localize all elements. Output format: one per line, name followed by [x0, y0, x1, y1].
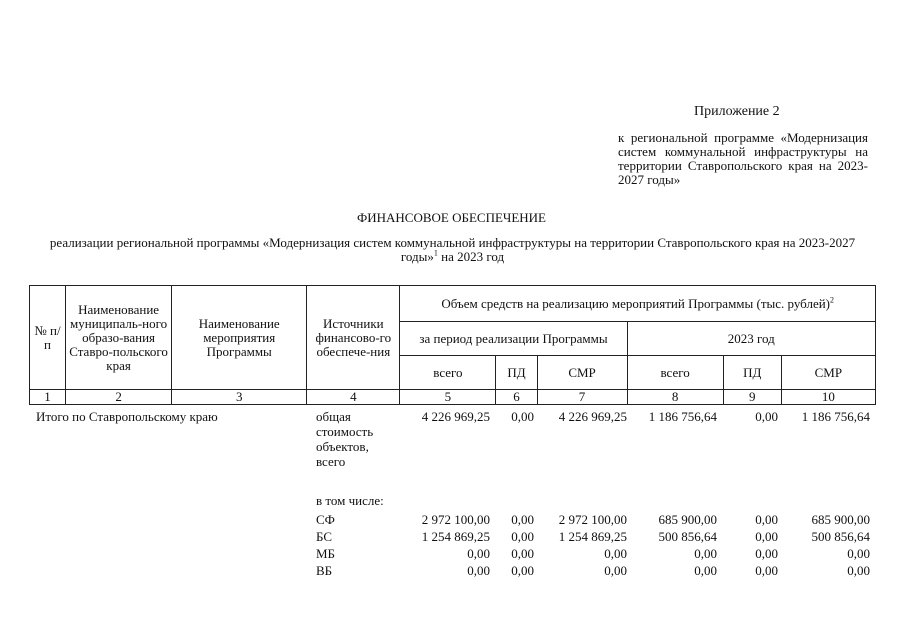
column-number: 8 — [627, 390, 723, 405]
header-period-smr: СМР — [537, 356, 627, 390]
header-period-pd: ПД — [496, 356, 537, 390]
value-cell: 0,00 — [694, 563, 717, 578]
column-number: 9 — [723, 390, 781, 405]
value-cell: 685 900,00 — [658, 512, 717, 527]
annex-description: к региональной программе «Модернизация систем коммунальной инфраструктуры на территории Ставропольского края на 2023-2027 годы» — [618, 130, 868, 187]
header-municipality: Наименование муниципаль-ного образо-вания Ставро-польского края — [66, 286, 172, 390]
total-year-total: 1 186 756,64 — [648, 409, 717, 424]
subtitle-text: реализации региональной программы «Модернизация систем коммунальной инфраструктуры на территории Ставропольского края на 2023-2027 годы» — [49, 235, 856, 264]
column-number: 6 — [496, 390, 537, 405]
annex-title: Приложение 2 — [694, 104, 780, 119]
header-period: за период реализации Программы — [400, 322, 627, 356]
value-cell: 0,00 — [755, 546, 778, 561]
column-number: 2 — [66, 390, 172, 405]
header-event: Наименование мероприятия Программы — [172, 286, 307, 390]
header-year-pd: ПД — [723, 356, 781, 390]
including-label: в том числе: — [316, 493, 384, 508]
value-cell: 1 254 869,25 — [558, 529, 627, 544]
source-label: БС — [316, 529, 333, 544]
value-cell: 500 856,64 — [811, 529, 870, 544]
total-year-smr: 1 186 756,64 — [801, 409, 870, 424]
footnote-mark-2: 2 — [830, 295, 835, 305]
footnote-mark-1: 1 — [433, 248, 438, 258]
header-volume — [400, 286, 876, 322]
total-period-total: 4 226 969,25 — [421, 409, 490, 424]
value-cell: 0,00 — [847, 563, 870, 578]
header-period-total: всего — [400, 356, 496, 390]
header-year-total: всего — [627, 356, 723, 390]
source-label: МБ — [316, 546, 336, 561]
column-number: 7 — [537, 390, 627, 405]
value-cell: 0,00 — [511, 512, 534, 527]
value-cell: 0,00 — [847, 546, 870, 561]
value-cell: 0,00 — [694, 546, 717, 561]
value-cell: 0,00 — [511, 546, 534, 561]
value-cell: 0,00 — [604, 563, 627, 578]
header-year: 2023 год — [627, 322, 875, 356]
value-cell: 1 254 869,25 — [421, 529, 490, 544]
header-number: № п/п — [30, 286, 66, 390]
value-cell: 685 900,00 — [811, 512, 870, 527]
column-number: 1 — [30, 390, 66, 405]
column-number: 4 — [307, 390, 400, 405]
total-row-name: Итого по Ставропольскому краю — [36, 409, 218, 424]
value-cell: 500 856,64 — [658, 529, 717, 544]
total-period-smr: 4 226 969,25 — [558, 409, 627, 424]
value-cell: 0,00 — [511, 563, 534, 578]
value-cell: 2 972 100,00 — [421, 512, 490, 527]
column-number: 10 — [781, 390, 875, 405]
value-cell: 0,00 — [467, 563, 490, 578]
document-subtitle — [30, 236, 875, 264]
value-cell: 0,00 — [755, 512, 778, 527]
header-year-smr: СМР — [781, 356, 875, 390]
total-year-pd: 0,00 — [755, 409, 778, 424]
source-label: ВБ — [316, 563, 333, 578]
value-cell: 0,00 — [467, 546, 490, 561]
value-cell: 0,00 — [511, 529, 534, 544]
total-row-source: общая стоимость объектов, всего — [316, 409, 374, 469]
value-cell: 0,00 — [755, 563, 778, 578]
header-volume-text: Объем средств на реализацию мероприятий Программы (тыс. рублей) — [441, 295, 831, 311]
column-number: 5 — [400, 390, 496, 405]
total-period-pd: 0,00 — [511, 409, 534, 424]
subtitle-tail: на 2023 год — [437, 249, 505, 264]
document-title: ФИНАНСОВОЕ ОБЕСПЕЧЕНИЕ — [356, 210, 547, 225]
value-cell: 0,00 — [755, 529, 778, 544]
value-cell: 0,00 — [604, 546, 627, 561]
header-funding-source: Источники финансово-го обеспече-ния — [307, 286, 400, 390]
column-number: 3 — [172, 390, 307, 405]
value-cell: 2 972 100,00 — [558, 512, 627, 527]
financing-table — [29, 285, 876, 405]
source-label: СФ — [316, 512, 335, 527]
